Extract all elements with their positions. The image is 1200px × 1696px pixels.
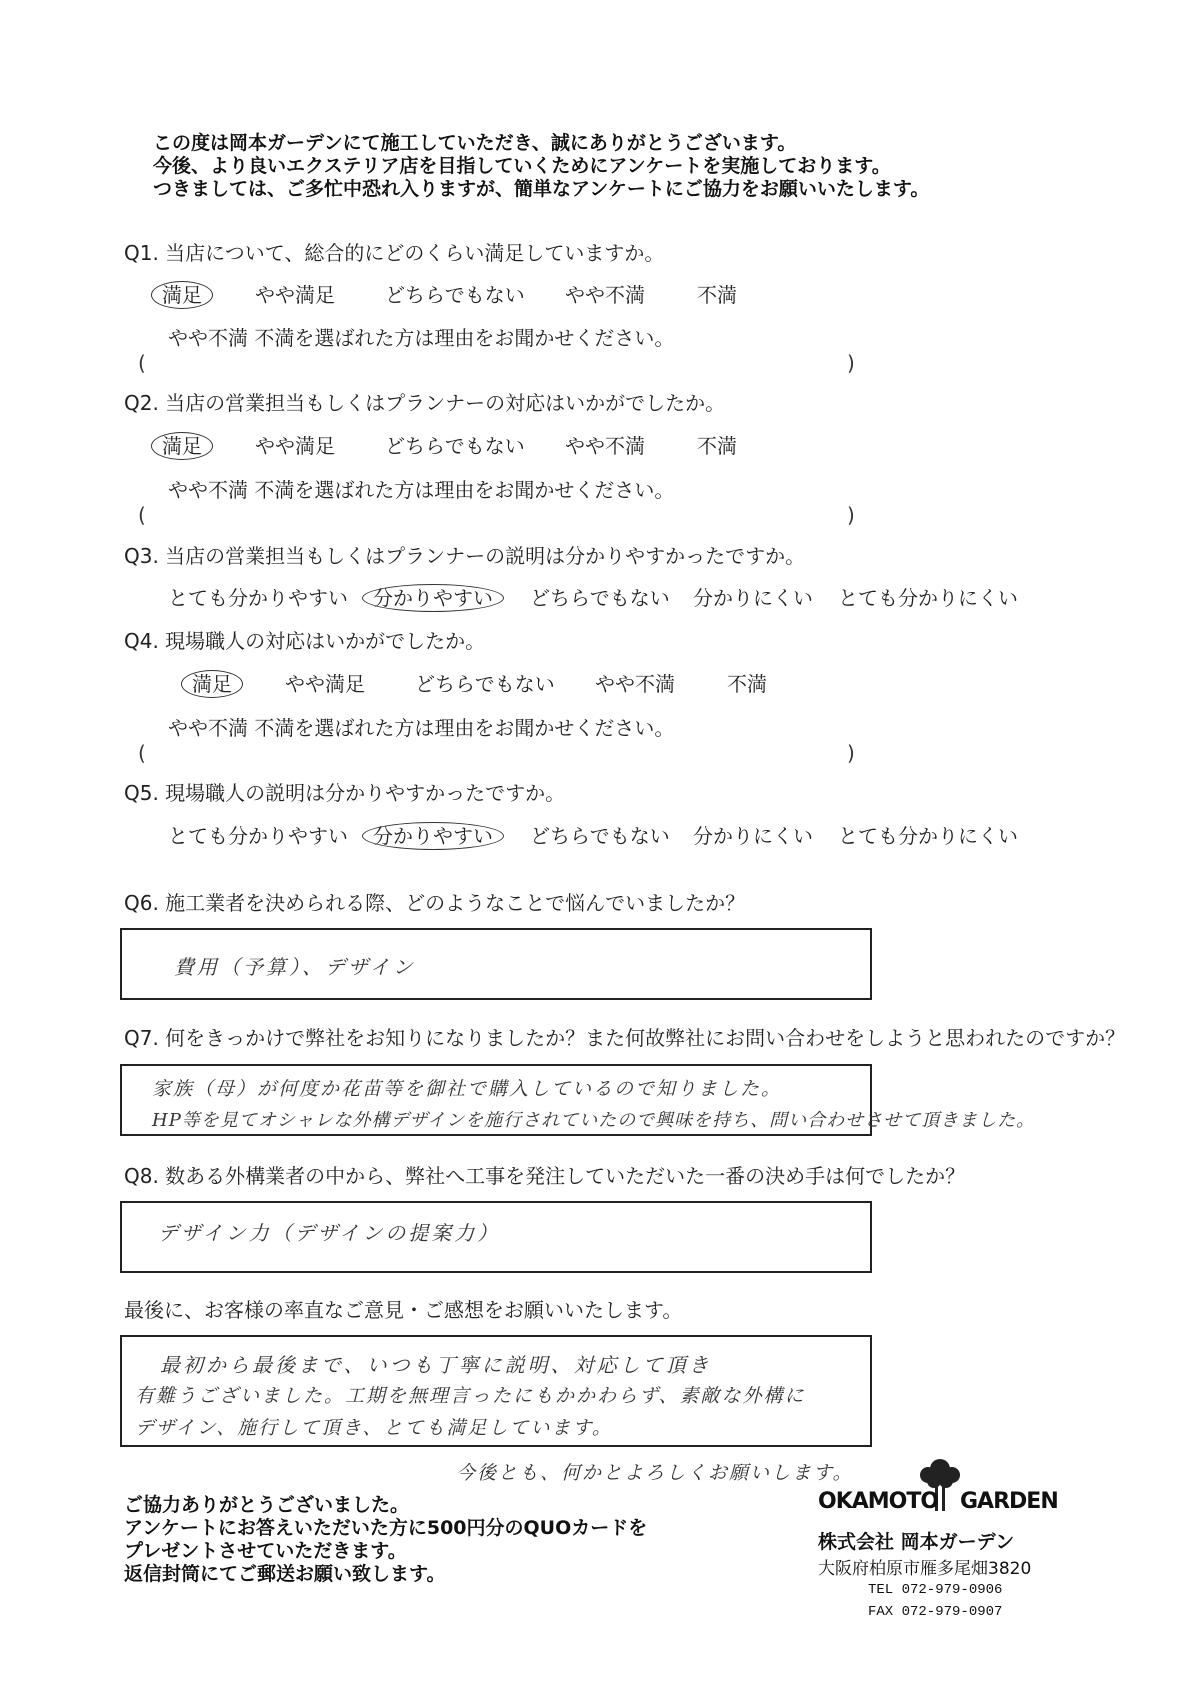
final-answer-line-2: 有難うございました。工期を無理言ったにもかかわらず、素敵な外構に [135,1385,806,1407]
q2-reason-prompt: やや不満 不満を選ばれた方は理由をお聞かせください。 [168,478,675,502]
q3-option-very-hard[interactable]: とても分かりにくい [838,586,1018,610]
company-name: 株式会社 岡本ガーデン [818,1531,1015,1553]
q4-reason-close-paren: ) [847,741,855,765]
q4-option-neutral[interactable]: どちらでもない [415,672,555,696]
q3-option-easy[interactable] [373,582,504,611]
footer-line-1: ご協力ありがとうございました。 [124,1494,410,1516]
q1-reason-close-paren: ) [847,351,855,375]
q2-reason-open-paren: ( [138,503,146,527]
q4-selected-circle: 満足 [181,670,243,698]
q2-option-dissatisfied[interactable]: 不満 [697,434,737,458]
q3-question: Q3. 当店の営業担当もしくはプランナーの説明は分かりやすかったですか。 [124,544,806,568]
footer-line-2: アンケートにお答えいただいた方に500円分のQUOカードを [124,1517,648,1539]
q1-reason-prompt: やや不満 不満を選ばれた方は理由をお聞かせください。 [168,326,675,350]
q5-question: Q5. 現場職人の説明は分かりやすかったですか。 [124,781,566,805]
q4-option-dissatisfied[interactable]: 不満 [727,672,767,696]
final-answer-line-3: デザイン、施行して頂き、とても満足しています。 [135,1417,613,1439]
q2-option-neutral[interactable]: どちらでもない [385,434,525,458]
final-answer-extra: 今後とも、何かとよろしくお願いします。 [456,1462,854,1484]
q3-option-neutral[interactable]: どちらでもない [530,586,670,610]
q4-reason-prompt: やや不満 不満を選ばれた方は理由をお聞かせください。 [168,716,675,740]
q1-selected-circle: 満足 [151,281,213,309]
logo-text-left: OKAMOTO [818,1489,939,1514]
q4-option-somewhat-satisfied[interactable]: やや満足 [285,672,365,696]
q1-option-neutral[interactable]: どちらでもない [385,283,525,307]
q8-question: Q8. 数ある外構業者の中から、弊社へ工事を発注していただいた一番の決め手は何でしたか？ [124,1164,966,1188]
q7-answer-line-1: 家族（母）が何度か花苗等を御社で購入しているので知りました。 [152,1078,783,1100]
q4-reason-open-paren: ( [138,741,146,765]
q3-option-very-easy[interactable]: とても分かりやすい [168,586,348,610]
q5-option-easy[interactable] [373,820,504,849]
q1-option-somewhat-dissatisfied[interactable]: やや不満 [565,283,645,307]
q7-answer-line-2: HP等を見てオシャレな外構デザインを施行されていたので興味を持ち、問い合わせさせて頂きました。 [152,1110,1036,1131]
q8-answer-text: デザイン力（デザインの提案力） [158,1221,501,1245]
intro-line-1: この度は岡本ガーデンにて施工していただき、誠にありがとうございます。 [153,132,797,154]
q1-option-satisfied[interactable] [162,279,213,308]
q6-question: Q6. 施工業者を決められる際、どのようなことで悩んでいましたか？ [124,891,746,915]
company-address: 大阪府柏原市雁多尾畑3820 [818,1559,1032,1579]
q1-option-somewhat-satisfied[interactable]: やや満足 [255,283,335,307]
q1-option-dissatisfied[interactable]: 不満 [697,283,737,307]
company-logo [818,1455,1058,1515]
logo-text-right: GARDEN [960,1489,1058,1514]
q2-option-somewhat-dissatisfied[interactable]: やや不満 [565,434,645,458]
q1-reason-open-paren: ( [138,351,146,375]
q5-option-neutral[interactable]: どちらでもない [530,824,670,848]
intro-line-3: つきましては、ご多忙中恐れ入りますが、簡単なアンケートにご協力をお願いいたします。 [153,178,930,200]
q4-option-somewhat-dissatisfied[interactable]: やや不満 [595,672,675,696]
q2-option-somewhat-satisfied[interactable]: やや満足 [255,434,335,458]
q4-option-satisfied[interactable] [192,668,243,697]
intro-line-2: 今後、より良いエクステリア店を目指していくためにアンケートを実施しております。 [153,155,891,177]
q5-selected-circle: 分かりやすい [362,822,504,850]
q5-option-hard[interactable]: 分かりにくい [693,824,813,848]
q4-question: Q4. 現場職人の対応はいかがでしたか。 [124,629,486,653]
q2-option-satisfied[interactable] [162,430,213,459]
q2-reason-close-paren: ) [847,503,855,527]
q5-option-very-hard[interactable]: とても分かりにくい [838,824,1018,848]
footer-line-3: プレゼントさせていただきます。 [124,1540,407,1562]
q7-question: Q7. 何をきっかけで弊社をお知りになりましたか？また何故弊社にお問い合わせをしようと思われたのですか？ [124,1026,1126,1050]
q6-answer-box[interactable] [120,928,872,1000]
footer-line-4: 返信封筒にてご郵送お願い致します。 [124,1563,446,1585]
company-tel: TEL 072-979-0906 [868,1582,1003,1598]
q3-option-hard[interactable]: 分かりにくい [693,586,813,610]
final-question: 最後に、お客様の率直なご意見・ご感想をお願いいたします。 [124,1298,683,1322]
final-answer-line-1: 最初から最後まで、いつも丁寧に説明、対応して頂き [160,1353,712,1377]
q2-selected-circle: 満足 [151,432,213,460]
q6-answer-text: 費用（予算）、デザイン [174,955,416,979]
q8-answer-box[interactable] [120,1201,872,1273]
q5-option-very-easy[interactable]: とても分かりやすい [168,824,348,848]
q2-question: Q2. 当店の営業担当もしくはプランナーの対応はいかがでしたか。 [124,391,726,415]
q3-selected-circle: 分かりやすい [362,584,504,612]
q1-question: Q1. 当店について、総合的にどのくらい満足していますか。 [124,241,665,265]
company-fax: FAX 072-979-0907 [868,1604,1003,1620]
